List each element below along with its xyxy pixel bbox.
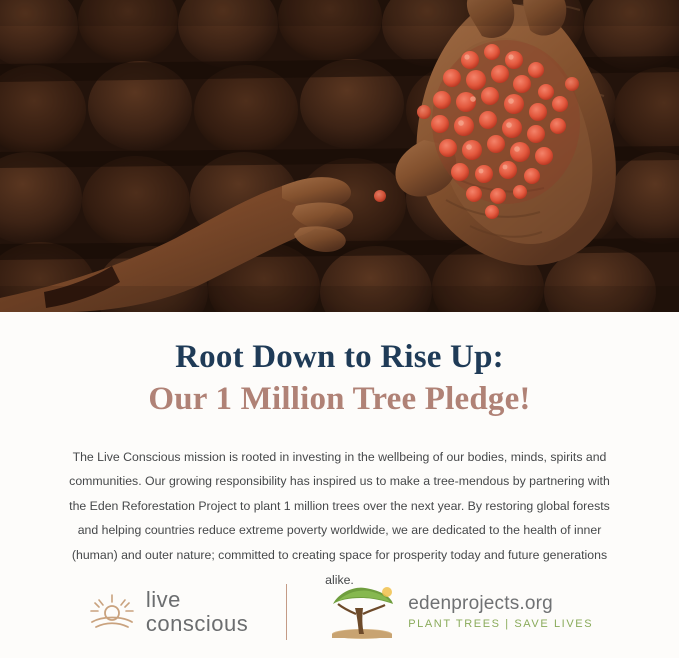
hero-photo xyxy=(0,0,679,312)
logo-row xyxy=(0,584,679,640)
live-conscious-word-bottom: conscious xyxy=(145,611,249,636)
headline-primary: Root Down to Rise Up: xyxy=(175,339,504,375)
eden-projects-logo[interactable] xyxy=(287,584,593,640)
body-paragraph: The Live Conscious mission is rooted in investing in the wellbeing of our bodies, minds, spirits and communities. Our growing responsibility has inspired us to make a tree-mendous by partnering with the Eden Reforestation Project to plant 1 million trees over the next year. By restoring global forests and helping countries reduce extreme poverty worldwide, we are dedicated to the health of inner (human) and outer nature; committed to creating space for prosperity today and future generations alike. xyxy=(69,449,610,587)
eden-wordmark xyxy=(408,594,593,630)
eden-tagline-text: PLANT TREES | SAVE LIVES xyxy=(408,617,594,630)
sunrise-over-water-icon xyxy=(86,592,138,632)
headline-secondary: Our 1 Million Tree Pledge! xyxy=(148,381,531,418)
eden-domain-text: edenprojects.org xyxy=(408,593,553,615)
promo-copy xyxy=(0,312,679,592)
live-conscious-word-top: live xyxy=(145,587,181,612)
live-conscious-wordmark xyxy=(146,589,248,635)
live-conscious-logo[interactable] xyxy=(86,589,286,635)
acacia-tree-icon xyxy=(325,584,399,640)
